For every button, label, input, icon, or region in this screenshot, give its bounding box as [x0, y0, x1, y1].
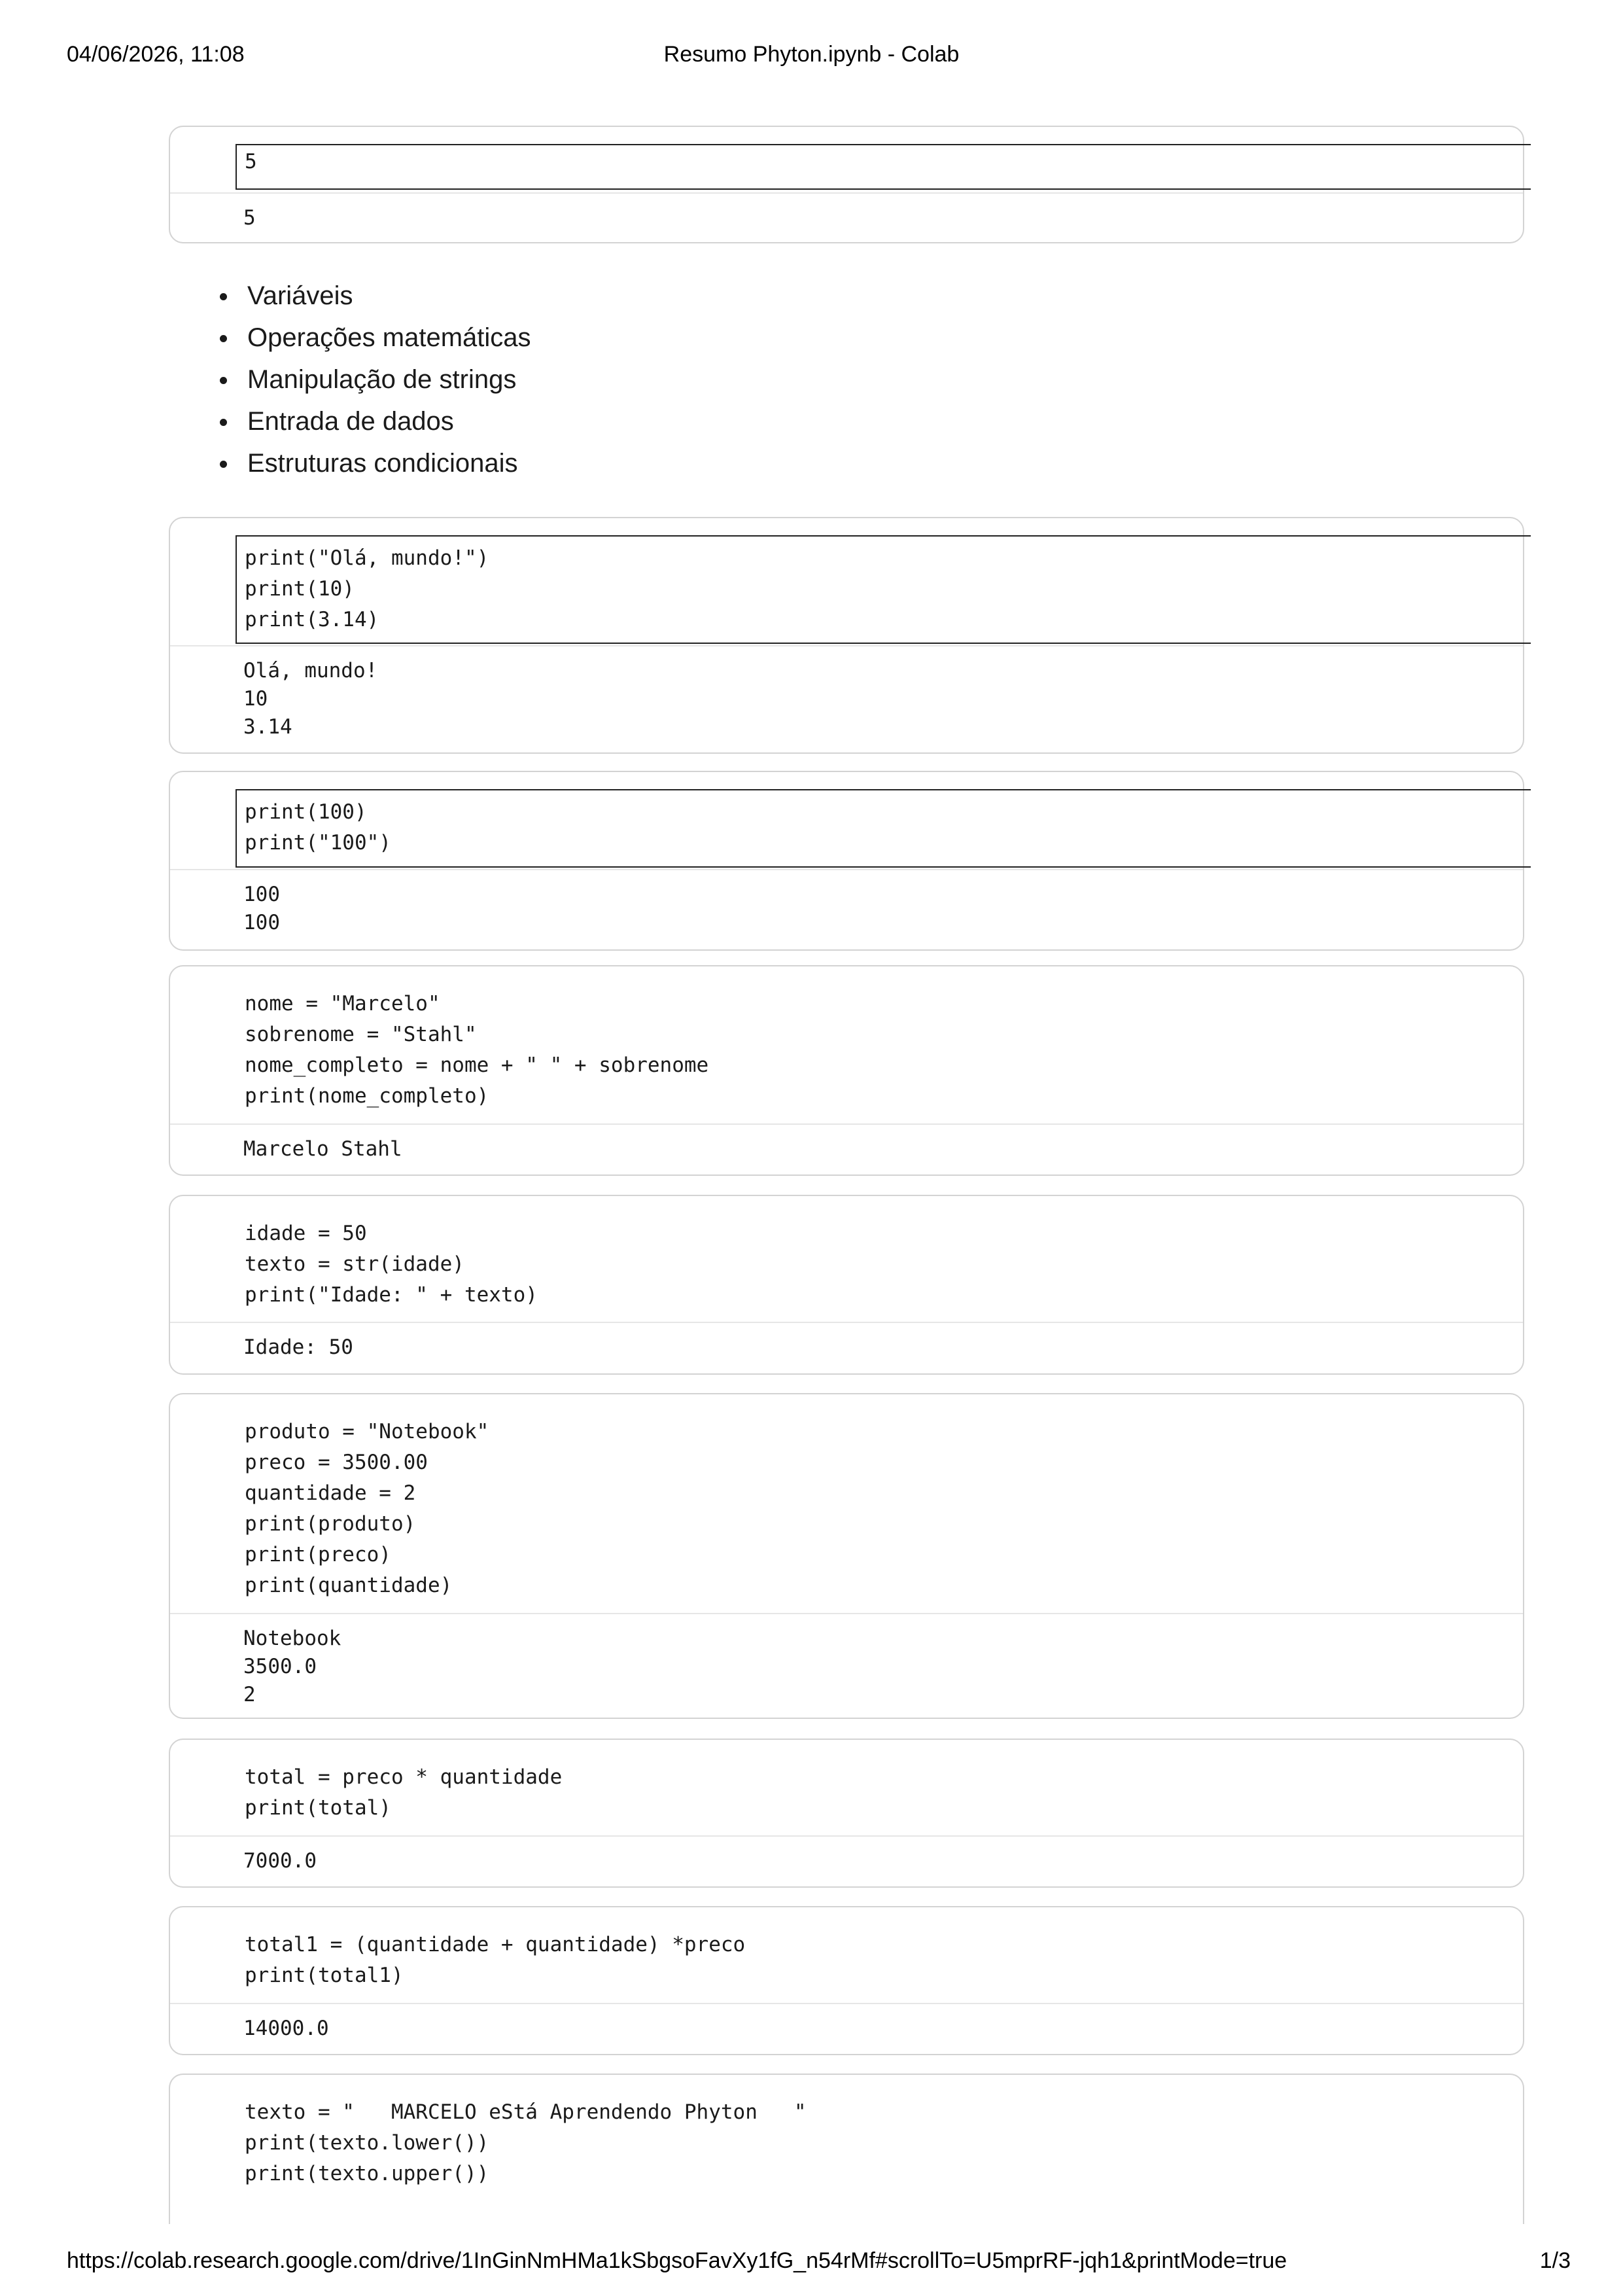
output-separator	[170, 1835, 1523, 1837]
print-page-url: https://colab.research.google.com/drive/1InGinNmHMa1kSbgsoFavXy1fG_n54rMf#scrollTo=U5mprRF-jqh1&printMode=true	[67, 2248, 1287, 2273]
output-separator	[170, 869, 1523, 870]
output-separator	[170, 2003, 1523, 2004]
code-cell[interactable]	[169, 965, 1524, 1176]
code-cell[interactable]	[169, 517, 1524, 754]
print-page-title: Resumo Phyton.ipynb - Colab	[663, 42, 960, 67]
code-text[interactable]: idade = 50 texto = str(idade) print("Idade: " + texto)	[245, 1222, 538, 1307]
code-text[interactable]: nome = "Marcelo" sobrenome = "Stahl" nome_completo = nome + " " + sobrenome print(nome_completo)	[245, 992, 709, 1108]
cell-output: Notebook 3500.0 2	[243, 1627, 341, 1706]
code-cell[interactable]	[169, 1906, 1524, 2055]
list-item: Operações matemáticas	[216, 317, 531, 359]
print-datetime: 04/06/2026, 11:08	[67, 42, 245, 67]
output-separator	[170, 645, 1523, 646]
code-cell[interactable]	[169, 1739, 1524, 1888]
output-separator	[170, 192, 1523, 194]
code-cell[interactable]	[169, 126, 1524, 243]
output-separator	[170, 1123, 1523, 1125]
cell-output: 14000.0	[243, 2017, 329, 2040]
code-text[interactable]: total1 = (quantidade + quantidade) *preco print(total1)	[245, 1933, 746, 1987]
page-number: 1/3	[1539, 2248, 1571, 2273]
list-item: Variáveis	[216, 275, 531, 317]
code-cell[interactable]	[169, 771, 1524, 951]
code-cell[interactable]	[169, 1393, 1524, 1719]
code-text[interactable]: texto = " MARCELO eStá Aprendendo Phyton " print(texto.lower()) print(texto.upper())	[245, 2100, 807, 2185]
code-text[interactable]: total = preco * quantidade print(total)	[245, 1765, 563, 1820]
cell-output: 100 100	[243, 883, 280, 934]
code-editor[interactable]	[236, 144, 1531, 190]
code-editor[interactable]	[236, 789, 1531, 868]
code-text[interactable]: produto = "Notebook" preco = 3500.00 quantidade = 2 print(produto) print(preco) print(quantidade)	[245, 1420, 489, 1597]
code-text: print(100) print("100")	[245, 800, 391, 855]
topics-list	[216, 275, 531, 484]
code-text: print("Olá, mundo!") print(10) print(3.14)	[245, 546, 489, 631]
code-text: 5	[245, 150, 257, 173]
list-item: Estruturas condicionais	[216, 442, 531, 484]
cell-output: 5	[243, 206, 256, 230]
list-item: Manipulação de strings	[216, 359, 531, 400]
output-separator	[170, 1613, 1523, 1614]
cell-output: Idade: 50	[243, 1335, 353, 1359]
code-cell[interactable]	[169, 1195, 1524, 1375]
cell-output: Marcelo Stahl	[243, 1137, 402, 1161]
cell-output: 7000.0	[243, 1849, 317, 1873]
list-item: Entrada de dados	[216, 400, 531, 442]
code-editor[interactable]	[236, 535, 1531, 644]
cell-output: Olá, mundo! 10 3.14	[243, 659, 378, 739]
output-separator	[170, 1322, 1523, 1323]
code-cell[interactable]	[169, 2074, 1524, 2224]
